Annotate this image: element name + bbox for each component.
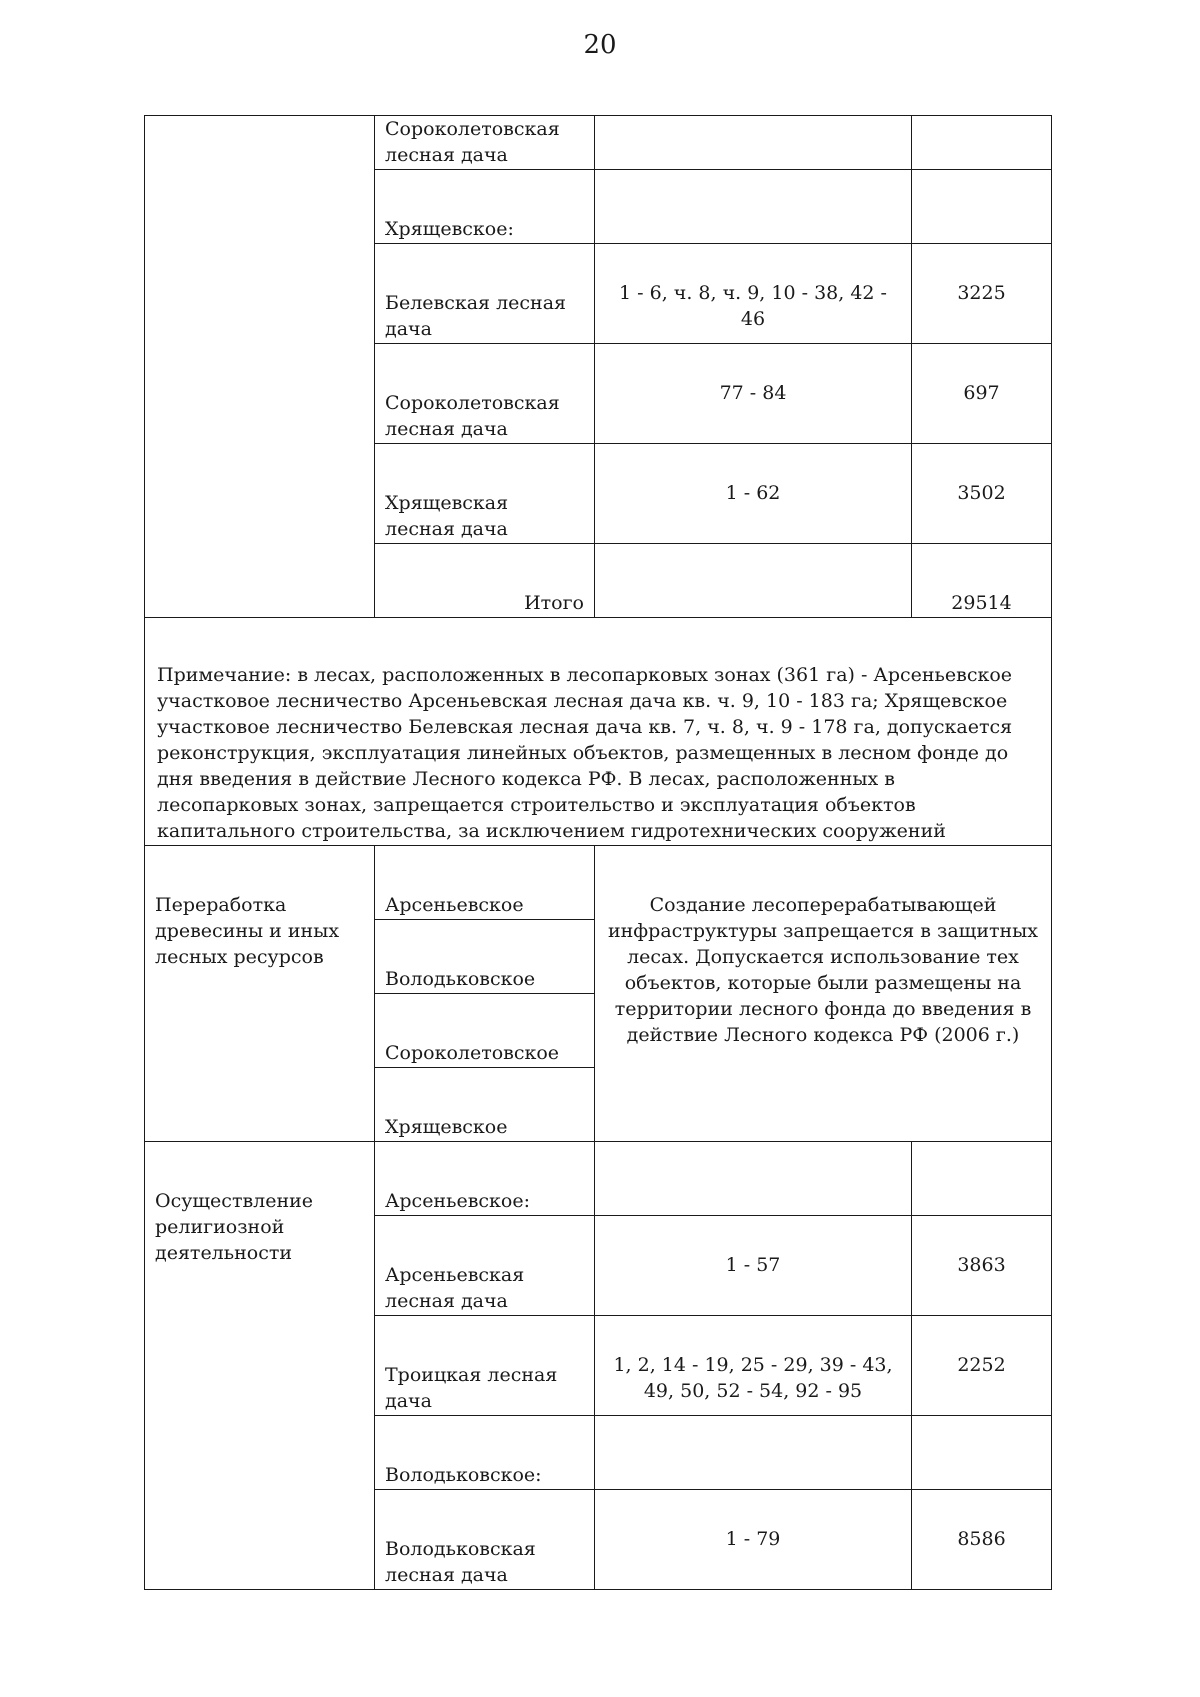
forest-use-table — [144, 115, 1052, 1590]
area-cell — [912, 1142, 1052, 1216]
quarters-cell: 77 - 84 — [595, 344, 912, 444]
activity-label: Осуществление религиозной деятельности — [145, 1142, 375, 1590]
forest-name-cell: Володьковская лесная дача — [375, 1490, 595, 1590]
quarters-cell: 1 - 79 — [595, 1490, 912, 1590]
forestry-name-cell: Арсеньевское — [375, 846, 595, 920]
area-cell: 3863 — [912, 1216, 1052, 1316]
table-row — [145, 846, 1052, 920]
note-row — [145, 618, 1052, 846]
forest-name-cell: Хрящевская лесная дача — [375, 444, 595, 544]
forestry-name-cell: Арсеньевское: — [375, 1142, 595, 1216]
forest-name-cell: Троицкая лесная дача — [375, 1316, 595, 1416]
quarters-cell — [595, 170, 912, 244]
forest-name-cell: Белевская лесная дача — [375, 244, 595, 344]
page-number: 20 — [583, 30, 617, 60]
quarters-cell: 1, 2, 14 - 19, 25 - 29, 39 - 43, 49, 50, 52 - 54, 92 - 95 — [595, 1316, 912, 1416]
forestry-name-cell: Володьковское: — [375, 1416, 595, 1490]
area-cell — [912, 170, 1052, 244]
note-text: Примечание: в лесах, расположенных в лесопарковых зонах (361 га) - Арсеньевское участковое лесничество Арсеньевская лесная дача кв. ч. 9, 10 - 183 га; Хрящевское участковое лесничество Белевская лесная дача кв. 7, ч. 8, ч. 9 - 178 га, допускается реконструкция, эксплуатация линейных объектов, размещенных в лесном фонде до дня введения в действие Лесного кодекса РФ. В лесах, расположенных в лесопарковых зонах, запрещается строительство и эксплуатация объектов капитального строительства, за исключением гидротехнических сооружений — [145, 618, 1052, 846]
activity-cell-empty — [145, 116, 375, 618]
forest-name-cell: Сороколетовская лесная дача — [375, 116, 595, 170]
total-label: Итого — [375, 544, 595, 618]
quarters-cell — [595, 544, 912, 618]
quarters-cell: 1 - 62 — [595, 444, 912, 544]
quarters-cell: 1 - 6, ч. 8, ч. 9, 10 - 38, 42 - 46 — [595, 244, 912, 344]
forestry-name-cell: Володьковское — [375, 920, 595, 994]
forest-name-cell: Арсеньевская лесная дача — [375, 1216, 595, 1316]
area-cell: 3225 — [912, 244, 1052, 344]
area-cell: 3502 — [912, 444, 1052, 544]
quarters-cell — [595, 1416, 912, 1490]
area-cell — [912, 116, 1052, 170]
forestry-name-cell: Хрящевское — [375, 1068, 595, 1142]
quarters-cell: 1 - 57 — [595, 1216, 912, 1316]
area-cell — [912, 1416, 1052, 1490]
forestry-name-cell: Хрящевское: — [375, 170, 595, 244]
forest-name-cell: Сороколетовская лесная дача — [375, 344, 595, 444]
activity-label: Переработка древесины и иных лесных ресурсов — [145, 846, 375, 1142]
area-cell: 697 — [912, 344, 1052, 444]
table-row — [145, 116, 1052, 170]
total-value: 29514 — [912, 544, 1052, 618]
quarters-cell — [595, 1142, 912, 1216]
forestry-name-cell: Сороколетовское — [375, 994, 595, 1068]
table-row — [145, 1142, 1052, 1216]
area-cell: 8586 — [912, 1490, 1052, 1590]
quarters-cell — [595, 116, 912, 170]
area-cell: 2252 — [912, 1316, 1052, 1416]
activity-description: Создание лесоперерабатывающей инфраструктуры запрещается в защитных лесах. Допускается использование тех объектов, которые были размещены на территории лесного фонда до введения в действие Лесного кодекса РФ (2006 г.) — [595, 846, 1052, 1142]
